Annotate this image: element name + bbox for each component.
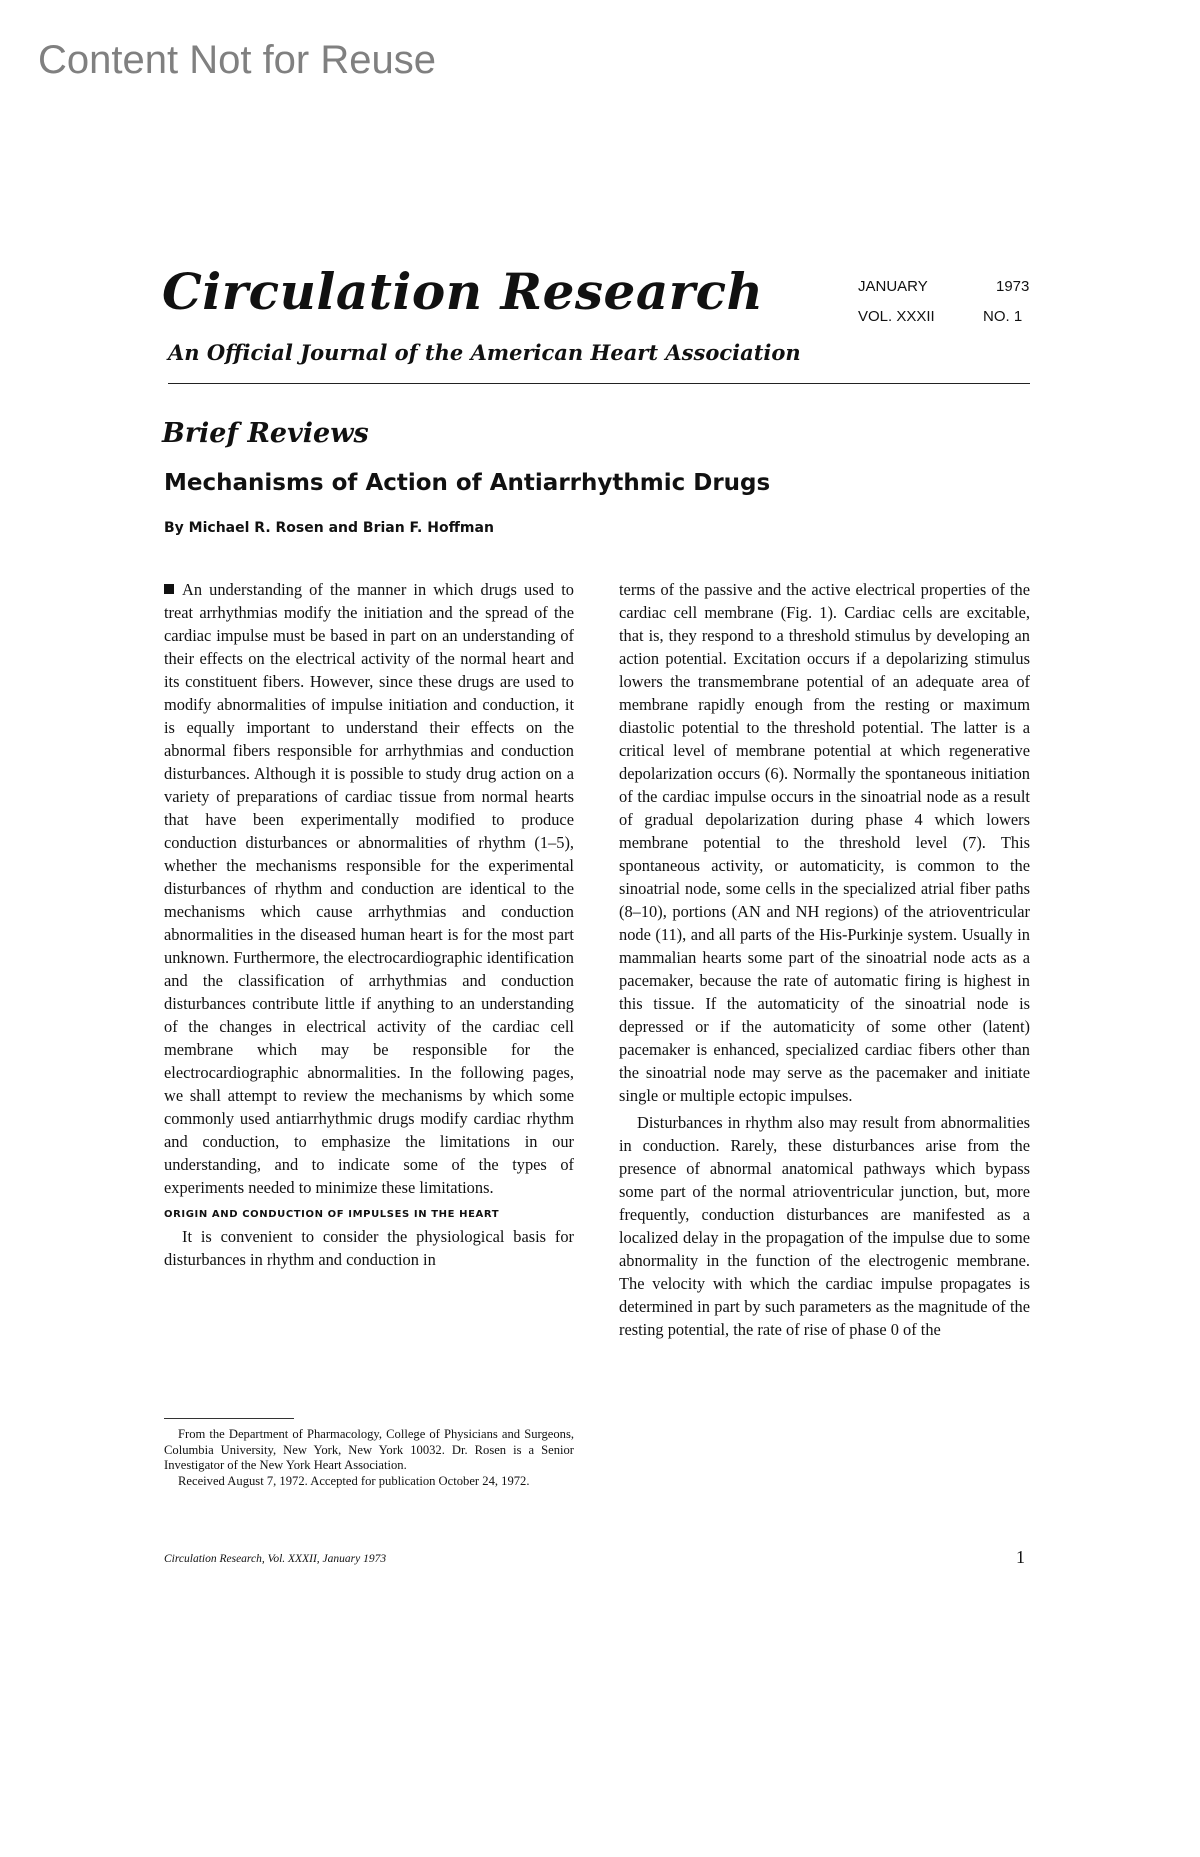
journal-title: Circulation Research bbox=[162, 262, 764, 321]
article-title: Mechanisms of Action of Antiarrhythmic Drugs bbox=[164, 470, 771, 496]
intro-paragraph bbox=[164, 578, 574, 1199]
right-column bbox=[619, 578, 1030, 1341]
body-paragraph: terms of the passive and the active electrical properties of the cardiac cell membrane (Fig. 1). Cardiac cells are excitable, that is, they respond to a threshold stimulus by developing an action potential. Excitation occurs if a depolarizing stimulus lowers the transmembrane potential of an adequate area of membrane rapidly enough from the resting or maximum diastolic potential to the threshold potential. The latter is a critical level of membrane potential at which regenerative depolarization occurs (6). Normally the spontaneous initiation of the cardiac impulse occurs in the sinoatrial node as a result of gradual depolarization during phase 4 which lowers membrane potential to the threshold level (7). This spontaneous activity, or automaticity, is common to the sinoatrial node, some cells in the specialized atrial fiber paths (8–10), portions (AN and NH regions) of the atrioventricular node (11), and all parts of the His-Purkinje system. Usually in mammalian hearts some part of the sinoatrial node acts as a pacemaker, because the rate of automatic firing is highest in this tissue. If the automaticity of the sinoatrial node is depressed or if the automaticity of some other (latent) pacemaker is enhanced, specialized cardiac fibers other than the sinoatrial node may serve as the pacemaker and initiate single or multiple ectopic impulses. bbox=[619, 580, 1030, 1105]
section-paragraph: It is convenient to consider the physiological basis for disturbances in rhythm and conduction in bbox=[164, 1227, 574, 1269]
left-column bbox=[164, 578, 574, 1271]
body-paragraph: Disturbances in rhythm also may result from abnormalities in conduction. Rarely, these disturbances arise from the presence of abnormal anatomical pathways which bypass some part of the normal atrioventricular junction, but, more frequently, conduction disturbances are manifested as a localized delay in the propagation of the impulse due to some abnormality in the function of the electrogenic membrane. The velocity with which the cardiac impulse propagates is determined in part by such parameters as the magnitude of the resting potential, the rate of rise of phase 0 of the bbox=[619, 1113, 1030, 1339]
watermark: Content Not for Reuse bbox=[38, 38, 436, 82]
intro-paragraph-text: An understanding of the manner in which drugs used to treat arrhythmias modify the initiation and the spread of the cardiac impulse must be based in part on an understanding of their effects on the electrical activity of the normal heart and its constituent fibers. However, since these drugs are used to modify abnormalities of impulse initiation and conduction, it is equally important to understand their effects on the abnormal fibers responsible for arrhythmias and conduction disturbances. Although it is possible to study drug action on a variety of preparations of cardiac tissue from normal hearts that have been experimentally modified to produce conduction disturbances or abnormalities of rhythm (1–5), whether the mechanisms responsible for the experimental disturbances of rhythm and conduction are identical to the mechanisms which cause arrhythmias and conduction abnormalities in the diseased human heart is for the most part unknown. Furthermore, the electrocardiographic identification and the classification of arrhythmias and conduction disturbances contribute little if anything to an understanding of the changes in electrical activity of the cardiac cell membrane which may be responsible for the electrocardiographic abnormalities. In the following pages, we shall attempt to review the mechanisms by which some commonly used antiarrhythmic drugs modify cardiac rhythm and conduction, to emphasize the limitations in our understanding, and to indicate some of the types of experiments needed to minimize these limitations. bbox=[164, 580, 574, 1197]
section-heading: ORIGIN AND CONDUCTION OF IMPULSES IN THE HEART bbox=[164, 1209, 500, 1220]
footnotes bbox=[164, 1427, 574, 1489]
issue-volume: VOL. XXXII bbox=[858, 308, 935, 325]
byline: By Michael R. Rosen and Brian F. Hoffman bbox=[164, 520, 494, 536]
lead-square-marker bbox=[164, 584, 174, 594]
journal-subtitle: An Official Journal of the American Heart Association bbox=[168, 340, 801, 365]
issue-year: 1973 bbox=[996, 278, 1030, 295]
masthead-divider bbox=[168, 383, 1030, 384]
section-label: Brief Reviews bbox=[162, 418, 369, 449]
footnote-divider bbox=[164, 1418, 294, 1419]
footnote-received: Received August 7, 1972. Accepted for publication October 24, 1972. bbox=[178, 1473, 530, 1488]
running-footer: Circulation Research, Vol. XXXII, January 1973 bbox=[164, 1553, 387, 1565]
issue-month: JANUARY bbox=[858, 278, 928, 295]
page-number: 1 bbox=[1016, 1547, 1025, 1567]
issue-number: NO. 1 bbox=[983, 308, 1023, 325]
footnote-affiliation: From the Department of Pharmacology, College of Physicians and Surgeons, Columbia University, New York, New York 10032. Dr. Rosen is a Senior Investigator of the New York Heart Association. bbox=[164, 1427, 574, 1472]
